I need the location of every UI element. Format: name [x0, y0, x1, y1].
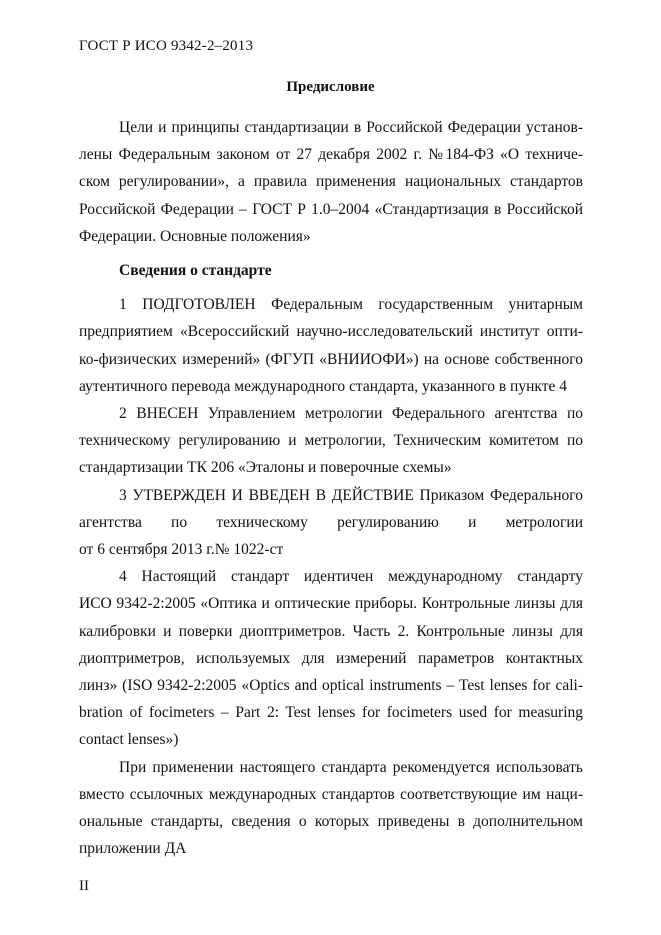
text-line: приложении ДА [79, 840, 187, 858]
text-line: 4 Настоящий стандарт идентичен международному стандарту [119, 568, 583, 586]
standard-info-heading: Сведения о стандарте [119, 262, 272, 280]
text-line: 3 УТВЕРЖДЕН И ВВЕДЕН В ДЕЙСТВИЕ Приказом Федерального [119, 486, 583, 504]
text-line: диоптриметров, используемых для измерений параметров контактных [79, 649, 583, 667]
text-line: 1 ПОДГОТОВЛЕН Федеральным государственным унитарным [119, 296, 583, 314]
text-line: вместо ссылочных международных стандартов соответствующие им наци- [79, 785, 583, 803]
text-line: предприятием «Всероссийский научно-исследовательский институт опти- [79, 323, 583, 341]
text-line: стандартизации ТК 206 «Эталоны и поверочные схемы» [79, 459, 452, 477]
item-paragraph-5 [79, 754, 583, 863]
item-paragraph-1 [79, 291, 583, 400]
intro-paragraph [79, 114, 583, 250]
text-line: ко-физических измерений» (ФГУП «ВНИИОФИ») на основе собственного [79, 350, 583, 368]
text-line: калибровки и поверки диоптриметров. Часть 2. Контрольные линзы для [79, 622, 583, 640]
item-paragraph-4 [79, 563, 583, 753]
text-line: агентства по техническому регулированию и метрологии [79, 513, 583, 531]
text-line: от 6 сентября 2013 г.№ 1022-ст [79, 541, 284, 559]
text-line: лены Федеральным законом от 27 декабря 2002 г. №184-ФЗ «О техниче- [79, 146, 583, 164]
text-line: Российской Федерации – ГОСТ Р 1.0–2004 «Стандартизация в Российской [79, 200, 583, 218]
document-code-header: ГОСТ Р ИСО 9342-2–2013 [79, 38, 254, 54]
text-line: contact lenses») [79, 731, 179, 749]
title-text: Предисловие [286, 79, 375, 95]
item-paragraph-2 [79, 400, 583, 482]
text-line: При применении настоящего стандарта рекомендуется использовать [119, 758, 583, 776]
text-line: ском регулировании», а правила применения национальных стандартов [79, 173, 583, 191]
text-line: Федерации. Основные положения» [79, 227, 311, 245]
page-number: II [79, 878, 89, 894]
document-body [79, 114, 583, 862]
text-line: аутентичного перевода международного стандарта, указанного в пункте 4 [79, 377, 567, 395]
text-line: Цели и принципы стандартизации в Российской Федерации установ- [119, 119, 583, 136]
text-line: ИСО 9342-2:2005 «Оптика и оптические приборы. Контрольные линзы для [79, 595, 583, 613]
text-line: 2 ВНЕСЕН Управлением метрологии Федерального агентства по [119, 405, 583, 423]
text-line: ональные стандарты, сведения о которых приведены в дополнительном [79, 813, 583, 831]
item-paragraph-3 [79, 482, 583, 564]
text-line: техническому регулированию и метрологии, Техническим комитетом по [79, 432, 583, 450]
text-line: линз» (ISO 9342-2:2005 «Optics and optical instruments – Test lenses for cali- [79, 677, 583, 695]
text-line: bration of focimeters – Part 2: Test lenses for focimeters used for measuring [79, 704, 583, 722]
page-title [0, 79, 661, 96]
